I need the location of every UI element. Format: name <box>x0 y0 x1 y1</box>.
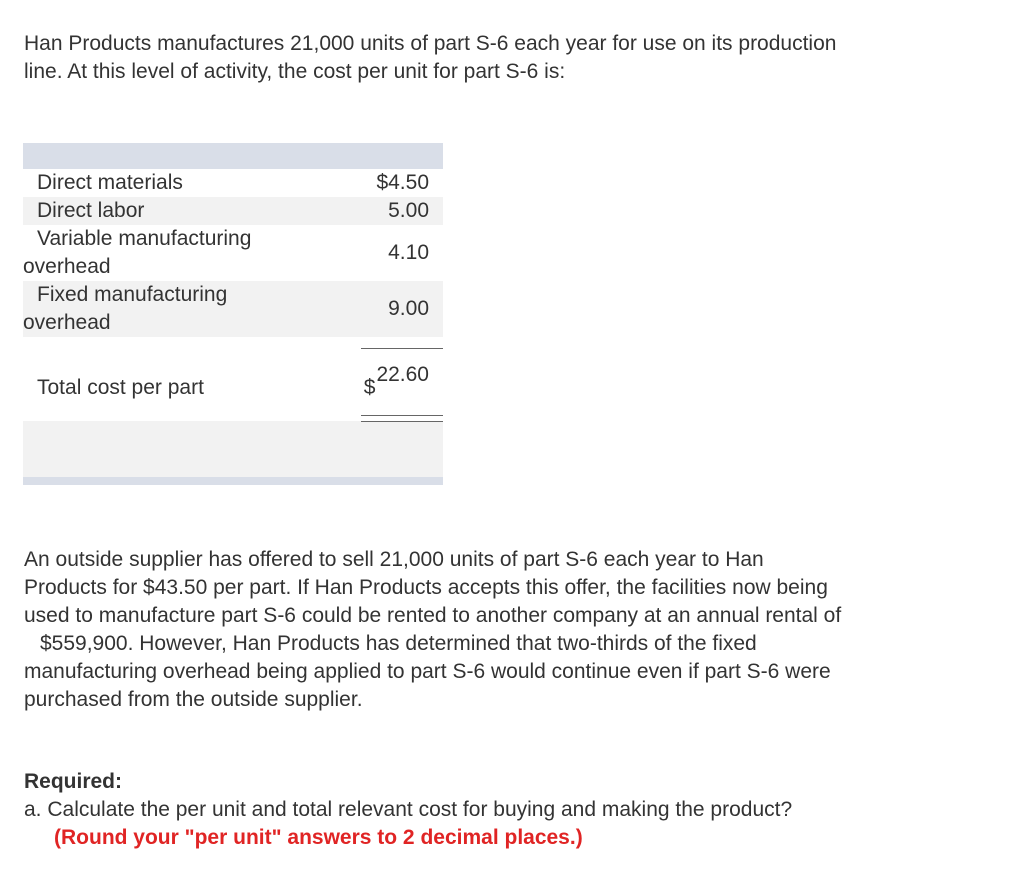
table-row-fixed-overhead <box>23 281 443 337</box>
currency-symbol: $ <box>376 171 389 194</box>
offer-line-2: Products for $43.50 per part. If Han Products accepts this offer, the facilities now being <box>24 576 828 599</box>
table-row-variable-overhead <box>23 225 443 281</box>
offer-line-1: An outside supplier has offered to sell 21,000 units of part S-6 each year to Han <box>24 548 764 571</box>
total-label: Total cost per part <box>37 376 204 399</box>
table-row-direct-labor <box>23 197 443 225</box>
offer-line-6: purchased from the outside supplier. <box>24 688 363 711</box>
table-header-bar <box>23 143 443 169</box>
subtotal-rule <box>361 348 443 349</box>
row-label-line-1: Variable manufacturing <box>37 227 252 250</box>
row-label: Direct labor <box>37 199 145 222</box>
total-amount: 22.60 <box>376 363 429 386</box>
rounding-instruction: (Round your "per unit" answers to 2 decimal places.) <box>54 826 583 849</box>
table-footer-bar <box>23 477 443 485</box>
offer-line-4: $559,900. However, Han Products has determined that two-thirds of the fixed <box>40 632 757 655</box>
row-label-line-2: overhead <box>23 255 111 278</box>
row-amount: 4.10 <box>388 241 429 264</box>
offer-line-3: used to manufacture part S-6 could be rented to another company at an annual rental of <box>24 604 842 627</box>
offer-line-5: manufacturing overhead being applied to part S-6 would continue even if part S-6 were <box>24 660 831 683</box>
row-amount: 9.00 <box>388 297 429 320</box>
offer-paragraph <box>24 546 982 714</box>
row-label-line-2: overhead <box>23 311 111 334</box>
intro-line-2: line. At this level of activity, the cost per unit for part S-6 is: <box>24 60 566 83</box>
double-rule-top <box>361 415 443 416</box>
currency-symbol: $ <box>363 376 376 399</box>
cost-per-unit-table <box>23 143 443 485</box>
row-label: Direct materials <box>37 171 183 194</box>
required-heading: Required: <box>24 770 123 793</box>
table-row-blank <box>23 421 443 477</box>
required-question: a. Calculate the per unit and total relevant cost for buying and making the product? <box>24 798 793 821</box>
double-rule-bottom <box>361 421 443 422</box>
intro-line-1: Han Products manufactures 21,000 units of part S-6 each year for use on its production <box>24 32 837 55</box>
row-amount: 5.00 <box>388 199 429 222</box>
required-section <box>24 768 982 852</box>
table-row-total <box>23 337 443 421</box>
intro-paragraph <box>24 30 982 86</box>
table-row-direct-materials <box>23 169 443 197</box>
row-amount: 4.50 <box>388 171 429 194</box>
row-label-line-1: Fixed manufacturing <box>37 283 228 306</box>
